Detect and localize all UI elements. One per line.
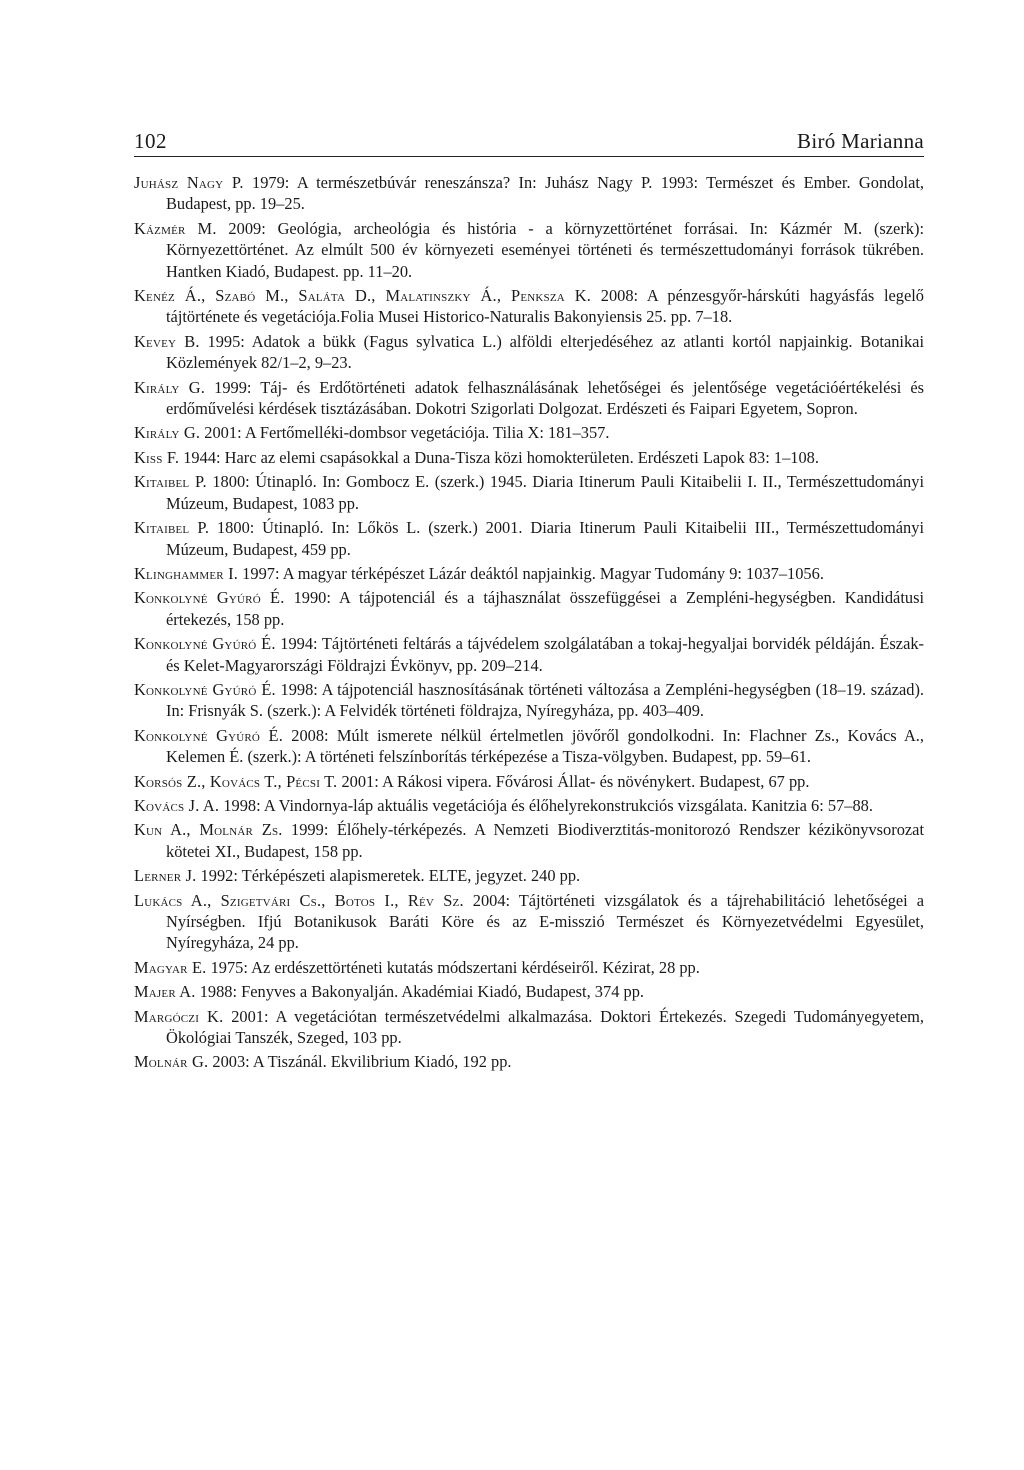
reference-authors: Király G. xyxy=(134,377,206,397)
reference-list xyxy=(134,172,924,1076)
reference-entry xyxy=(134,981,924,1002)
reference-entry xyxy=(134,563,924,584)
reference-entry xyxy=(134,587,924,630)
reference-text: 1979: A természetbúvár reneszánsza? In: Juhász Nagy P. 1993: Természet és Ember. Gondolat, Budapest, pp. 19–25. xyxy=(166,173,925,214)
reference-authors: Kovács J. A. xyxy=(134,795,220,815)
reference-authors: Lerner J. xyxy=(134,866,197,886)
reference-authors: Király G. xyxy=(134,423,201,443)
reference-entry xyxy=(134,218,924,282)
running-header-author: Biró Marianna xyxy=(797,129,924,153)
page-number: 102 xyxy=(134,129,167,153)
reference-authors: Margóczi K. xyxy=(134,1006,224,1026)
reference-authors: Lukács A., Szigetvári Cs., Botos I., Rév Sz. xyxy=(134,890,464,910)
reference-authors: Kenéz Á., Szabó M., Saláta D., Malatinszky Á., Penksza K. xyxy=(134,286,592,306)
reference-entry xyxy=(134,819,924,862)
reference-text: 2001: A Fertőmelléki-dombsor vegetációja. Tilia X: 181–357. xyxy=(200,423,610,443)
reference-text: 1999: Élőhely-térképezés. A Nemzeti Biodiverztitás-monitorozó Rendszer kézikönyvsorozat kötetei XI., Budapest, 158 pp. xyxy=(166,820,924,861)
reference-text: 2001: A vegetációtan természetvédelmi alkalmazása. Doktori Értekezés. Szegedi Tudományegyetem, Ökológiai Tanszék, Szeged, 103 pp. xyxy=(166,1006,924,1048)
reference-entry xyxy=(134,331,924,374)
reference-entry xyxy=(134,1006,924,1049)
reference-text: 2009: Geológia, archeológia és história - a környzettörténet forrásai. In: Kázmér M. (szerk): Környezettörténet. Az elmúlt 500 év környezeti eseményei történeti és természettudományi források tükrében. Hantken Kiadó, Budapest. pp. 11–20. xyxy=(166,218,925,281)
reference-authors: Korsós Z., Kovács T., Pécsi T. xyxy=(134,771,338,791)
reference-entry xyxy=(134,1051,924,1072)
reference-entry xyxy=(134,725,924,768)
reference-authors: Kitaibel P. xyxy=(134,518,210,538)
reference-text: 1988: Fenyves a Bakonyalján. Akadémiai Kiadó, Budapest, 374 pp. xyxy=(195,982,644,1002)
reference-text: 2008: Múlt ismerete nélkül értelmetlen jövőről gondolkodni. In: Flachner Zs., Kovács A., Kelemen É. (szerk.): A történeti felszínborítás térképezése a Tisza-völgyben. Budapest, pp. 59–61. xyxy=(166,725,924,767)
reference-authors: Klinghammer I. xyxy=(134,563,239,583)
reference-authors: Kevey B. xyxy=(134,331,200,351)
reference-text: 1998: A Vindornya-láp aktuális vegetációja és élőhelyrekonstrukciós vizsgálata. Kanitzia 6: 57–88. xyxy=(219,795,873,815)
reference-authors: Juhász Nagy P. xyxy=(134,173,244,192)
reference-text: 1800: Útinapló. In: Gombocz E. (szerk.) 1945. Diaria Itinerum Pauli Kitaibelii I. II., Természettudományi Múzeum, Budapest, 1083 pp. xyxy=(166,472,924,513)
reference-text: 1998: A tájpotenciál hasznosításának történeti változása a Zempléni-hegységben (18–19. század). In: Frisnyák S. (szerk.): A Felvidék történeti földrajza, Nyíregyháza, pp. 403–409. xyxy=(166,679,925,721)
reference-text: 2004: Tájtörténeti vizsgálatok és a tájrehabilitáció lehetőségei a Nyírségben. Ifjú Botanikusok Baráti Köre és az E-misszió Természet és Környezetvédelmi Egyesület, Nyíregyháza, 24 pp. xyxy=(166,890,924,953)
reference-entry xyxy=(134,377,924,420)
reference-text: 2001: A Rákosi vipera. Fővárosi Állat- és növénykert. Budapest, 67 pp. xyxy=(337,771,810,791)
reference-authors: Majer A. xyxy=(134,982,196,1002)
reference-text: 1997: A magyar térképészet Lázár deáktól napjainkig. Magyar Tudomány 9: 1037–1056. xyxy=(238,563,824,583)
reference-entry xyxy=(134,865,924,886)
reference-text: 2008: A pénzesgyőr-hárskúti hagyásfás legelő tájtörténete és vegetációja.Folia Musei Historico-Naturalis Bakonyiensis 25. pp. 7–18. xyxy=(166,286,924,327)
reference-entry xyxy=(134,795,924,816)
reference-authors: Kitaibel P. xyxy=(134,472,207,492)
reference-authors: Konkolyné Gyúró É. xyxy=(134,725,284,745)
reference-text: 1999: Táj- és Erdőtörténeti adatok felhasználásának lehetőségei és jelentősége vegetációértékelési és erdőművelési kérdések tisztázásában. Dokotri Szigorlati Dolgozat. Erdészeti és Faipari Egyetem, Sopron. xyxy=(166,377,924,419)
reference-authors: Molnár G. xyxy=(134,1052,209,1072)
reference-entry xyxy=(134,517,924,560)
reference-entry xyxy=(134,172,924,215)
reference-text: 1975: Az erdészettörténeti kutatás módszertani kérdéseiről. Kézirat, 28 pp. xyxy=(206,957,700,977)
reference-authors: Magyar E. xyxy=(134,957,207,977)
reference-entry xyxy=(134,890,924,954)
reference-text: 1944: Harc az elemi csapásokkal a Duna-Tisza közi homokterületen. Erdészeti Lapok 83: 1–108. xyxy=(179,447,819,467)
reference-authors: Konkolyné Gyúró É. xyxy=(134,634,276,654)
reference-authors: Konkolyné Gyúró É. xyxy=(134,588,285,608)
reference-entry xyxy=(134,285,924,328)
reference-text: 1990: A tájpotenciál és a tájhasználat összefüggései a Zempléni-hegységben. Kandidátusi értekezés, 158 pp. xyxy=(166,588,925,629)
reference-entry xyxy=(134,957,924,978)
reference-authors: Konkolyné Gyúró É. xyxy=(134,679,276,699)
reference-text: 1994: Tájtörténeti feltárás a tájvédelem szolgálatában a tokaj-hegyaljai borvidék példáján. Észak- és Kelet-Magyarországi Földrajzi Évkönyv, pp. 209–214. xyxy=(166,634,924,675)
reference-entry xyxy=(134,679,924,722)
reference-authors: Kiss F. xyxy=(134,447,180,467)
reference-authors: Kázmér M. xyxy=(134,218,217,238)
reference-entry xyxy=(134,447,924,468)
reference-text: 1800: Útinapló. In: Lőkös L. (szerk.) 2001. Diaria Itinerum Pauli Kitaibelii III., Természettudományi Múzeum, Budapest, 459 pp. xyxy=(166,518,924,559)
reference-text: 1992: Térképészeti alapismeretek. ELTE, jegyzet. 240 pp. xyxy=(196,866,581,886)
reference-entry xyxy=(134,422,924,443)
reference-entry xyxy=(134,471,924,514)
reference-text: 1995: Adatok a bükk (Fagus sylvatica L.) alföldi elterjedéséhez az atlanti kortól napjainkig. Botanikai Közlemények 82/1–2, 9–23. xyxy=(166,331,924,373)
reference-entry xyxy=(134,633,924,676)
reference-entry xyxy=(134,771,924,792)
running-header xyxy=(134,128,924,157)
reference-text: 2003: A Tiszánál. Ekvilibrium Kiadó, 192 pp. xyxy=(208,1052,512,1072)
reference-authors: Kun A., Molnár Zs. xyxy=(134,820,283,840)
